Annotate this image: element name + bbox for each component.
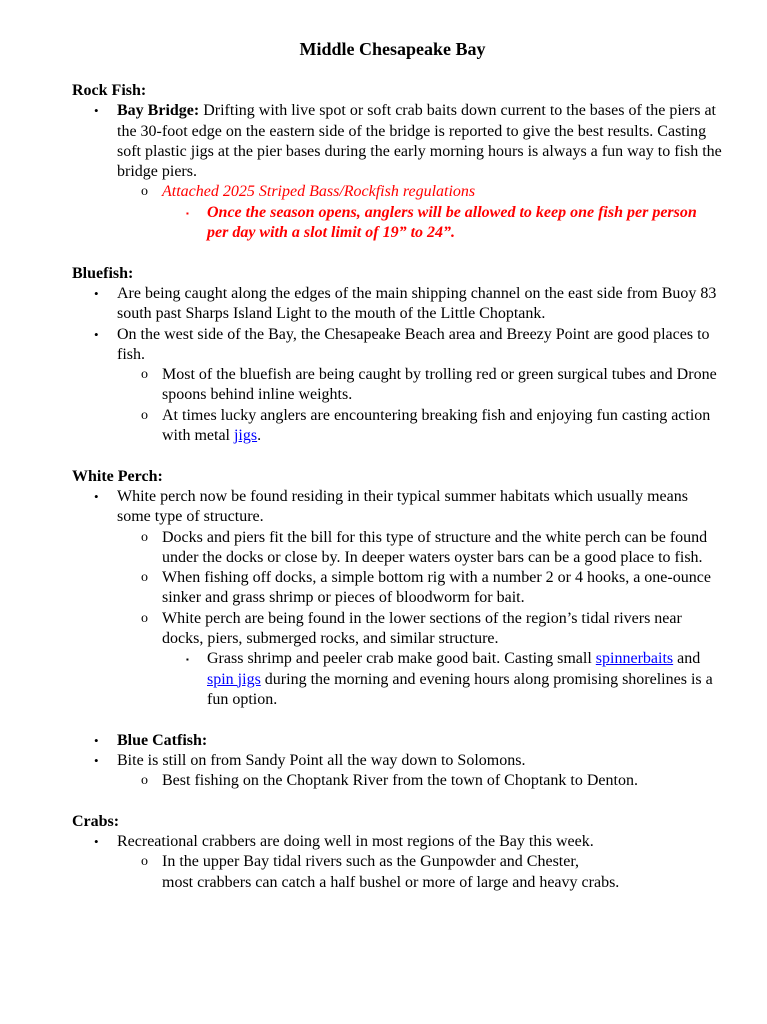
- bullet-disc: •: [94, 326, 99, 342]
- list-item-season-rule: [186, 203, 722, 244]
- season-rule: Once the season opens, anglers will be allowed to keep one fish per person per day with a slot limit of 19” to 24”.: [207, 203, 697, 242]
- rockfish-heading: Rock Fish:: [72, 82, 147, 99]
- bullet-square: ▪: [186, 208, 189, 218]
- text-run: At times lucky anglers are encountering breaking fish and enjoying fun casting action with metal: [162, 406, 711, 445]
- white-perch-sub-3: White perch are being found in the lower sections of the region’s tidal rivers near docks, piers, submerged rocks, and similar structure.: [162, 609, 682, 648]
- bluefish-item-2: On the west side of the Bay, the Chesapeake Beach area and Breezy Point are good places to fish.: [117, 325, 710, 363]
- white-perch-bait-tip: [207, 650, 713, 708]
- bullet-disc: •: [94, 752, 99, 768]
- bluefish-sub-2: [162, 407, 710, 444]
- bullet-circle: o: [141, 184, 148, 200]
- bullet-circle: o: [141, 610, 148, 626]
- list-item: [141, 528, 722, 569]
- bullet-disc: •: [94, 103, 99, 119]
- crabs-heading: Crabs:: [72, 812, 120, 830]
- bullet-circle: o: [141, 570, 148, 586]
- list-item: [141, 771, 722, 791]
- list-item: [141, 365, 722, 406]
- text-run: .: [257, 427, 262, 445]
- list-item: [94, 832, 722, 852]
- crabs-sub-1-line-1: In the upper Bay tidal rivers such as the Gunpowder and Chester,: [162, 853, 580, 871]
- list-item: [141, 609, 722, 650]
- bullet-square: ▪: [186, 655, 189, 665]
- bluefish-item-1: Are being caught along the edges of the main shipping channel on the east side from Buoy 83 south past Sharps Island Light to the mouth of the Little Choptank.: [117, 284, 717, 323]
- bullet-circle: o: [141, 529, 148, 545]
- list-item: [94, 284, 722, 325]
- list-item-bay-bridge: [94, 101, 722, 182]
- bullet-circle: o: [141, 367, 148, 383]
- list-item: [186, 649, 722, 710]
- list-item: [94, 487, 722, 528]
- crabs-sub-1-line-2: most crabbers can catch a half bushel or more of large and heavy crabs.: [162, 873, 620, 891]
- list-item: [141, 568, 722, 609]
- text-run: and: [673, 650, 701, 668]
- white-perch-item-1: White perch now be found residing in their typical summer habitats which usually means some type of structure.: [117, 487, 688, 526]
- spin-jigs-link[interactable]: spin jigs: [207, 670, 261, 688]
- list-item: [141, 852, 722, 893]
- bullet-circle: o: [141, 407, 148, 423]
- bullet-disc: •: [94, 285, 99, 301]
- bluefish-heading: Bluefish:: [72, 264, 134, 282]
- spinnerbaits-link[interactable]: spinnerbaits: [595, 650, 674, 668]
- regulations-note: Attached 2025 Striped Bass/Rockfish regulations: [162, 183, 476, 201]
- catfish-sub-1: Best fishing on the Choptank River from the town of Choptank to Denton.: [162, 772, 638, 790]
- bay-bridge-label: Bay Bridge:: [117, 102, 200, 120]
- text-run: Grass shrimp and peeler crab make good bait. Casting small: [207, 650, 596, 668]
- catfish-item-1: Bite is still on from Sandy Point all the way down to Solomons.: [117, 751, 526, 769]
- white-perch-heading: White Perch:: [72, 467, 163, 485]
- list-item-blue-catfish: [94, 731, 722, 751]
- bullet-disc: •: [94, 732, 99, 748]
- bullet-circle: o: [141, 854, 148, 870]
- bullet-disc: •: [94, 488, 99, 504]
- bluefish-sub-1: Most of the bluefish are being caught by trolling red or green surgical tubes and Drone spoons behind inline weights.: [162, 366, 717, 404]
- page-title: Middle Chesapeake Bay: [299, 39, 486, 59]
- list-item-regulations: [141, 182, 722, 202]
- white-perch-sub-1: Docks and piers fit the bill for this type of structure and the white perch can be found under the docks or close by. In deeper waters oyster bars can be a good place to fish.: [162, 528, 708, 566]
- crabs-item-1: Recreational crabbers are doing well in most regions of the Bay this week.: [117, 832, 594, 850]
- bullet-circle: o: [141, 773, 148, 789]
- bullet-disc: •: [94, 833, 99, 849]
- list-item: [141, 406, 722, 447]
- white-perch-sub-2: When fishing off docks, a simple bottom rig with a number 2 or 4 hooks, a one-ounce sinker and grass shrimp or pieces of bloodworm for bait.: [162, 569, 711, 607]
- list-item: [94, 325, 722, 366]
- list-item: [94, 751, 722, 771]
- text-run: during the morning and evening hours along promising shorelines is a fun option.: [207, 670, 713, 708]
- bay-bridge-text: Drifting with live spot or soft crab baits down current to the bases of the piers at the 30-foot edge on the eastern side of the bridge is reported to give the best results. Casting soft plastic jigs at the pier bases during the early morning hours is always a fun way to fish the bridge piers.: [117, 102, 722, 181]
- report-body: [72, 81, 722, 893]
- blue-catfish-heading: Blue Catfish:: [117, 731, 208, 749]
- jigs-link[interactable]: jigs: [233, 427, 258, 445]
